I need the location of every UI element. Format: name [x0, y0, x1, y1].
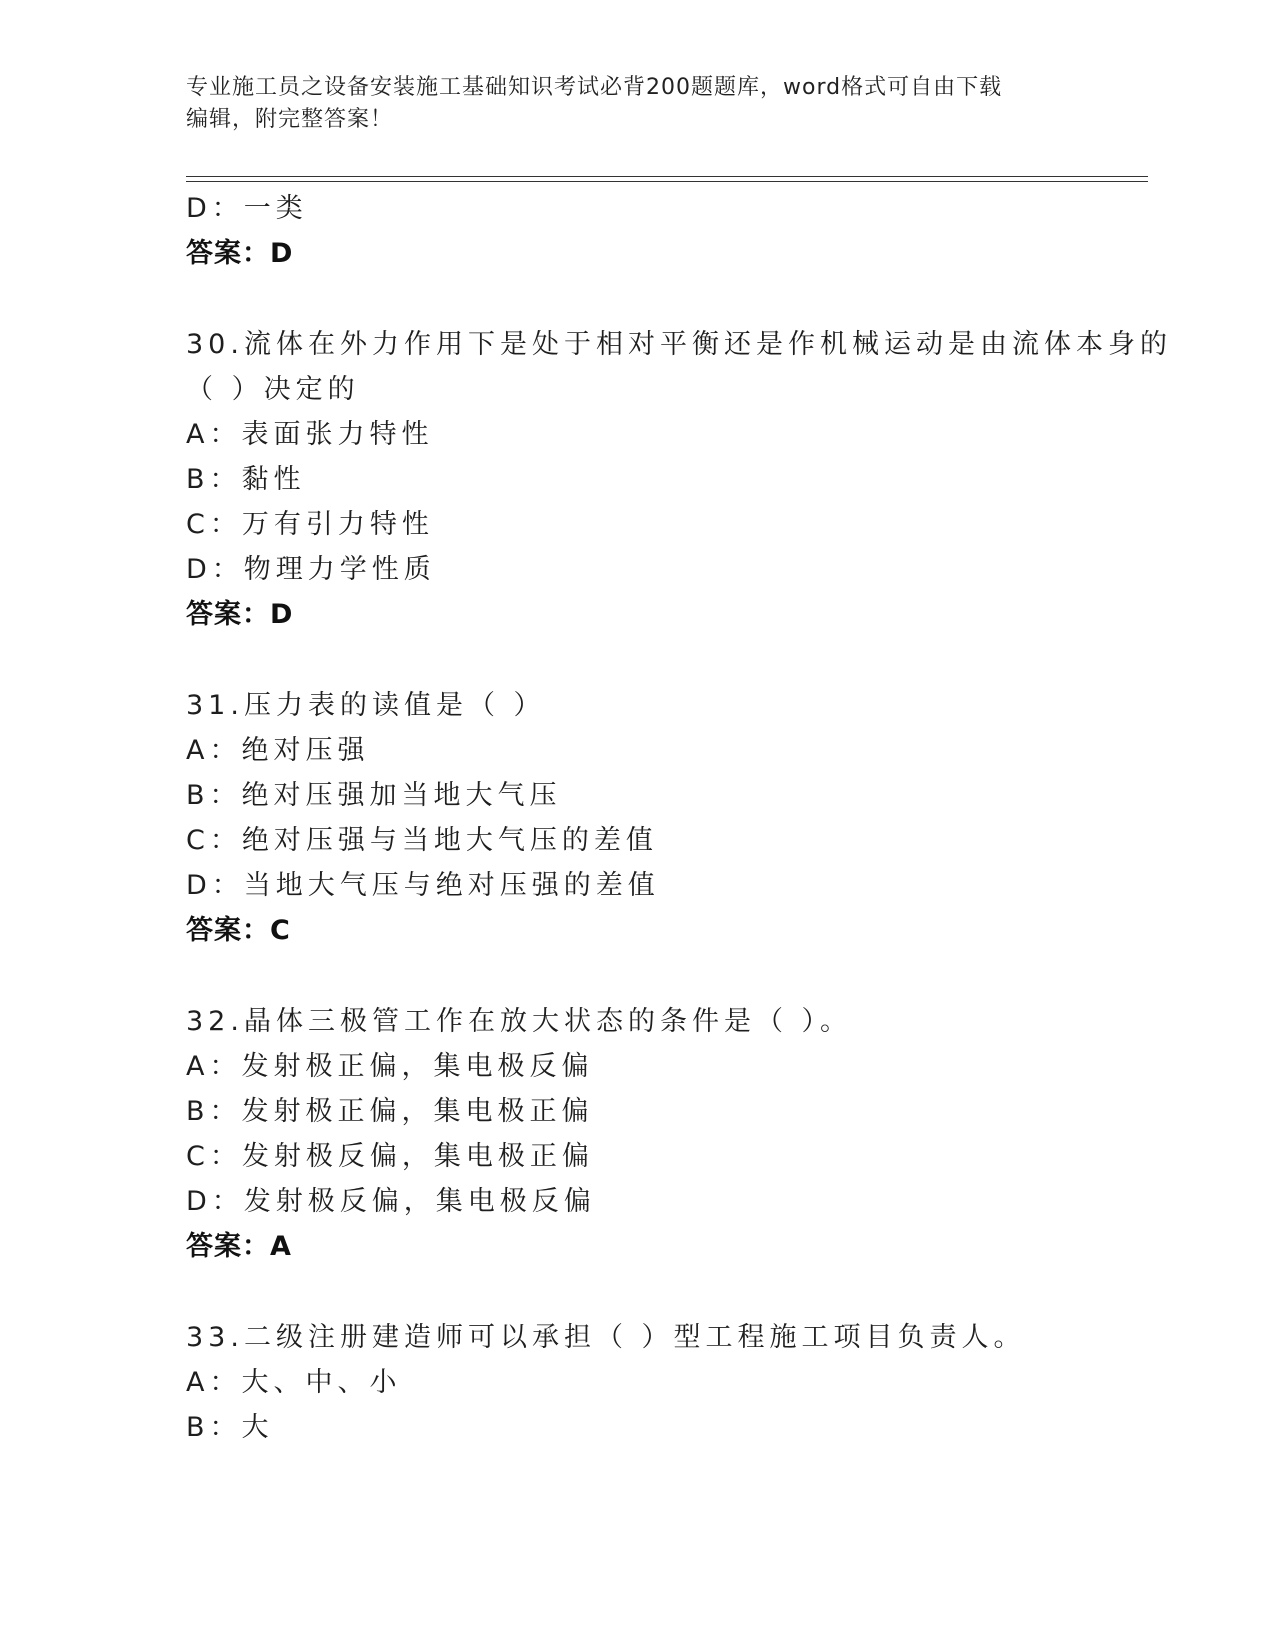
question-list [186, 186, 1172, 1450]
option-a: A：大、中、小 [186, 1367, 402, 1398]
option-c: C：发射极反偏，集电极正偏 [186, 1141, 594, 1172]
question-stem: 33.二级注册建造师可以承担（ ）型工程施工项目负责人。 [186, 1322, 1026, 1353]
header-title-line-1: 专业施工员之设备安装施工基础知识考试必背200题题库，word格式可自由下载 [186, 75, 1003, 100]
document-header [186, 72, 1066, 136]
answer-line: 答案：D [186, 599, 294, 630]
header-divider-bottom [186, 181, 1148, 182]
option-a: A：绝对压强 [186, 735, 370, 766]
option-c: C：绝对压强与当地大气压的差值 [186, 825, 658, 856]
option-b: B：大 [186, 1412, 274, 1443]
spacer [186, 953, 1086, 999]
option-d: D：当地大气压与绝对压强的差值 [186, 870, 660, 901]
option-d: D：发射极反偏，集电极反偏 [186, 1186, 596, 1217]
question-32 [186, 999, 1086, 1269]
option-a: A：表面张力特性 [186, 419, 434, 450]
answer-line: 答案：D [186, 238, 294, 269]
header-title-line-2: 编辑，附完整答案！ [186, 107, 394, 132]
question-stem: 32.晶体三极管工作在放大状态的条件是（ ）。 [186, 1006, 853, 1037]
question-31 [186, 683, 1086, 953]
option-b: B：发射极正偏，集电极正偏 [186, 1096, 594, 1127]
option-d: D：一类 [186, 193, 308, 224]
option-c: C：万有引力特性 [186, 509, 434, 540]
question-33 [186, 1315, 1086, 1450]
question-stem-continued: （ ）决定的 [186, 374, 360, 405]
spacer [186, 637, 1086, 683]
header-divider-top [186, 176, 1148, 177]
answer-line: 答案：C [186, 915, 291, 946]
option-d: D：物理力学性质 [186, 554, 436, 585]
question-stem: 30.流体在外力作用下是处于相对平衡还是作机械运动是由流体本身的 [186, 329, 1172, 360]
question-29-tail [186, 186, 1086, 276]
spacer [186, 1269, 1086, 1315]
option-b: B：绝对压强加当地大气压 [186, 780, 562, 811]
question-stem: 31.压力表的读值是（ ） [186, 690, 546, 721]
spacer [186, 276, 1086, 322]
option-b: B：黏性 [186, 464, 306, 495]
question-30 [186, 322, 1172, 637]
option-a: A：发射极正偏，集电极反偏 [186, 1051, 594, 1082]
answer-line: 答案：A [186, 1231, 292, 1262]
